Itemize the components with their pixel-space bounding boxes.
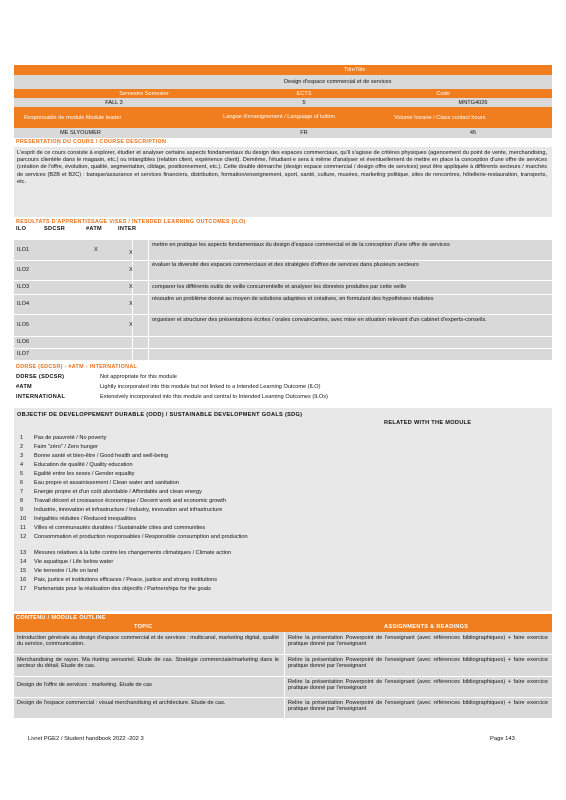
sdg-row (14, 558, 552, 567)
legend-heading: DDRSE (SDCSR) - #ATM - INTERNATIONAL (16, 364, 138, 370)
outcome-id: ILO6 (17, 339, 30, 345)
outcome-sdcsr-mark: X (94, 247, 98, 253)
sdg-number: 8 (20, 498, 24, 504)
sdg-text: Consommation et production responsables / Responsible consumption and production (34, 534, 248, 540)
sdg-text: Industrie, innovation et infrastructure / Industry, innovation and infrastructure (34, 507, 223, 513)
semester-value-row (14, 98, 552, 107)
sdg-number: 1 (20, 435, 24, 441)
footer-page-number: Page 143 (490, 736, 515, 742)
outcome-inter-mark: X (129, 250, 133, 256)
responsible-label: Responsable de module Module leader (24, 114, 122, 121)
legend-row (14, 392, 552, 402)
outcome-row (14, 240, 552, 261)
content-row (14, 676, 552, 698)
presentation-text: L'esprit de ce cours consiste à explorer, étudier et analyser certains aspects fondamentaux du design des espaces commerciaux, qu'il s'agisse de critères physiques (agencement du point de vente, merchandising, parcours clientèle dans le magasin, etc.) ou intangibles (relation client, expérience client). Demême, l'étudiant·e sera à même d'analyser et éventuellement de mettre en place la conception d'une offre de services (création de l'offre, évolution, qualité, segmentation, ciblage, positionnement, etc.). Cette double démarche (design espace commercial / design offre de services) peut être appliquée à différents secteurs / marchés de services (B2B et B2C) : banque/assurance et services financiers, distribution, formation/enseignement, sport, santé, culture, musées, marketing politique, sites de rencontres, hôtellerie-restauration, transports, etc. (17, 150, 547, 185)
sdg-number: 12 (20, 534, 27, 540)
outcomes-columns (16, 226, 156, 234)
ects-label: ECTS (296, 90, 312, 97)
sdg-text: Mesures relatives à la lutte contre les changements climatiques / Climate action (34, 550, 232, 556)
outcome-row (14, 314, 552, 337)
sdg-row (14, 479, 552, 488)
sdg-row (14, 452, 552, 461)
title-label-row (14, 65, 552, 75)
topic-text: Design de l'offre de services : marketing. Etude de cas (17, 682, 152, 688)
legend-table (14, 372, 552, 402)
language-value: FR (300, 130, 308, 136)
sdg-row (14, 461, 552, 470)
assign-text: Relire la présentation Powerpoint de l'enseignant (avec références bibliographiques) + faire exercice pratique donné par l'enseignant (288, 700, 548, 713)
responsible-value: ME SLYOUMER (60, 130, 101, 136)
language-label: Langue d'enseignement / Language of tuition (223, 114, 335, 121)
legend-key: #ATM (16, 384, 33, 390)
sdg-heading: OBJECTIF DE DEVELOPPEMENT DURABLE (ODD) / SUSTAINABLE DEVELOPMENT GOALS (SDG) (17, 412, 303, 418)
legend-key: DDRSE (SDCSR) (16, 374, 65, 380)
legend-row (14, 382, 552, 392)
sdg-text: Egalité entre les sexes / Gender equality (34, 471, 135, 477)
sdg-row (14, 515, 552, 524)
legend-key: INTERNATIONAL (16, 394, 66, 400)
sdg-number: 10 (20, 516, 27, 522)
legend-row (14, 372, 552, 382)
outcome-id: ILO1 (17, 247, 30, 253)
outcome-row (14, 348, 552, 360)
outcome-id: ILO2 (17, 267, 30, 273)
semester-header-row (14, 89, 552, 98)
outcome-text: organiser et structurer des présentations écrites / orales convaincantes, avec mise en situation relevant d'un cabinet d'experts-conseils. (152, 317, 487, 323)
code-label: Code (436, 90, 450, 97)
sdg-number: 15 (20, 568, 27, 574)
code-value: MNTG4026 (458, 99, 488, 106)
sdg-text: Education de qualité / Quality education (34, 462, 133, 468)
sdg-text: Villes et communautés durables / Sustainable cities and communities (34, 525, 206, 531)
topic-text: Design de l'espace commercial : visual merchandising et architecture. Etude de cas. (17, 700, 226, 706)
assign-text: Relire la présentation Powerpoint de l'enseignant (avec références bibliographiques) + faire exercice pratique donné par l'enseignant (288, 657, 548, 670)
topic-text: Introduction générale au design d'espace commercial et de services : multicanal, marketing digital, qualité du service, communication. (17, 635, 279, 648)
footer-handbook: Livret PGE2 / Student handbook 2022 -202 3 (28, 736, 144, 742)
sdg-row (14, 434, 552, 443)
responsible-value-row (14, 128, 552, 138)
content-heading: CONTENU / MODULE OUTLINE (16, 615, 106, 621)
sdg-related-label: RELATED WITH THE MODULE (384, 420, 472, 426)
topic-text: Merchandising de rayon. Ma rketing sensoriel. Etude de cas. Stratégie commerciale/marketing dans le secteur du détail. Etude de cas. (17, 657, 279, 670)
sdg-number: 2 (20, 444, 24, 450)
sdg-row (14, 470, 552, 479)
semester-label: Semestre Semester (119, 90, 169, 97)
sdg-text: Paix, justice et institutions efficaces / Peace, justice and strong institutions (34, 577, 218, 583)
sdg-row (14, 506, 552, 515)
presentation-heading: PRESENTATION DU COURS / COURSE DESCRIPTION (16, 139, 167, 145)
sdg-text: Eau propre et assainissement / Clean water and sanitation (34, 480, 179, 486)
legend-value: Not appropriate for this module (100, 374, 177, 380)
ects-value: 5 (302, 99, 306, 106)
assign-label: ASSIGNMENTS & READINGS (384, 624, 469, 630)
sdg-text: Inégalités réduites / Reduced inequalities (34, 516, 136, 522)
sdg-number: 17 (20, 586, 27, 592)
outcome-text: mettre en pratique les aspects fondamentaux du design d'espace commercial et de la conception d'une offre de services (152, 242, 450, 248)
sdg-row (14, 443, 552, 452)
sdg-text: Energie propre et d'un coût abordable / Affordable and clean energy (34, 489, 202, 495)
title-value-row (14, 75, 552, 89)
content-row (14, 632, 552, 655)
volume-label: Volume horaire / Class contact hours (394, 114, 486, 121)
topic-label: TOPIC (134, 624, 153, 630)
outcome-inter-mark: X (129, 301, 133, 307)
sdg-text: Travail décent et croissance économique / Decent work and economic growth (34, 498, 226, 504)
sdg-number: 14 (20, 559, 27, 565)
legend-value: Lightly incorporated into this module but not linked to a Intended Learning Outcome (ILO) (100, 384, 321, 390)
outcome-id: ILO3 (17, 284, 30, 290)
presentation-box (14, 147, 552, 217)
col-sdcsr: SDCSR (44, 226, 66, 232)
title-value: Design d'espace commercial et de services (284, 79, 392, 85)
assign-text: Relire la présentation Powerpoint de l'enseignant (avec références bibliographiques) + faire exercice pratique donné par l'enseignant (288, 635, 548, 648)
sdg-number: 5 (20, 471, 24, 477)
sdg-row (14, 497, 552, 506)
col-atm: #ATM (86, 226, 103, 232)
outcome-id: ILO4 (17, 301, 30, 307)
sdg-text: Partenariats pour la réalisation des objectifs / Partnerships for the goals (34, 586, 211, 592)
sdg-text: Bonne santé et bien-être / Good health and well-being (34, 453, 169, 459)
assign-text: Relire la présentation Powerpoint de l'enseignant (avec références bibliographiques) + faire exercice pratique donné par l'enseignant (288, 679, 548, 692)
sdg-text: Vie aquatique / Life below water (34, 559, 114, 565)
outcomes-table (14, 240, 552, 360)
title-label: TitreTitle (344, 67, 366, 73)
content-row (14, 654, 552, 677)
sdg-text: Pas de pauvreté / No poverty (34, 435, 107, 441)
sdg-row (14, 533, 552, 549)
sdg-row (14, 488, 552, 497)
sdg-number: 13 (20, 550, 27, 556)
outcome-inter-mark: X (129, 284, 133, 290)
responsible-header-row (14, 107, 552, 128)
content-table (14, 632, 552, 718)
col-inter: INTER (118, 226, 137, 232)
sdg-table (14, 408, 552, 611)
sdg-number: 11 (20, 525, 26, 531)
sdg-row (14, 576, 552, 585)
outcome-text: évaluer la diversité des espaces commerciaux et des stratégies d'offres de services dans plusieurs secteurs (152, 262, 419, 268)
outcomes-heading: RESULTATS D'APPRENTISSAGE VISES / INTENDED LEARNING OUTCOMES (ILO) (16, 219, 246, 225)
sdg-text: Faim "zéro" / Zero hunger (34, 444, 98, 450)
outcome-id: ILO5 (17, 322, 30, 328)
outcome-row (14, 260, 552, 281)
sdg-number: 7 (20, 489, 24, 495)
outcome-text: comparer les différents outils de veille concurrentielle et analyser les données produites par cette veille (152, 284, 407, 290)
outcome-id: ILO7 (17, 351, 30, 357)
sdg-row (14, 549, 552, 558)
content-columns-bar (14, 623, 552, 632)
outcome-inter-mark: X (129, 322, 133, 328)
sdg-row (14, 585, 552, 594)
sdg-number: 9 (20, 507, 24, 513)
outcome-inter-mark: X (129, 267, 133, 273)
outcome-row (14, 280, 552, 295)
sdg-number: 3 (20, 453, 24, 459)
col-ilo: ILO (16, 226, 27, 232)
legend-value: Extensively incorporated into this module and central to Intended Learning Outcomes (ILOs) (100, 394, 328, 400)
content-heading-bar (14, 614, 552, 623)
sdg-text: Vie terrestre / Life on land (34, 568, 98, 574)
sdg-row (14, 524, 552, 533)
sdg-row (14, 567, 552, 576)
outcome-row (14, 294, 552, 315)
volume-value: 45 (469, 130, 477, 136)
sdg-number: 16 (20, 577, 27, 583)
semester-value: FALL 3 (105, 99, 123, 106)
outcome-text: résoudre un problème donné au moyen de solutions adaptées et créatives, en formulant des hypothèses réalistes (152, 296, 434, 302)
sdg-number: 4 (20, 462, 24, 468)
content-row (14, 697, 552, 718)
sdg-number: 6 (20, 480, 24, 486)
